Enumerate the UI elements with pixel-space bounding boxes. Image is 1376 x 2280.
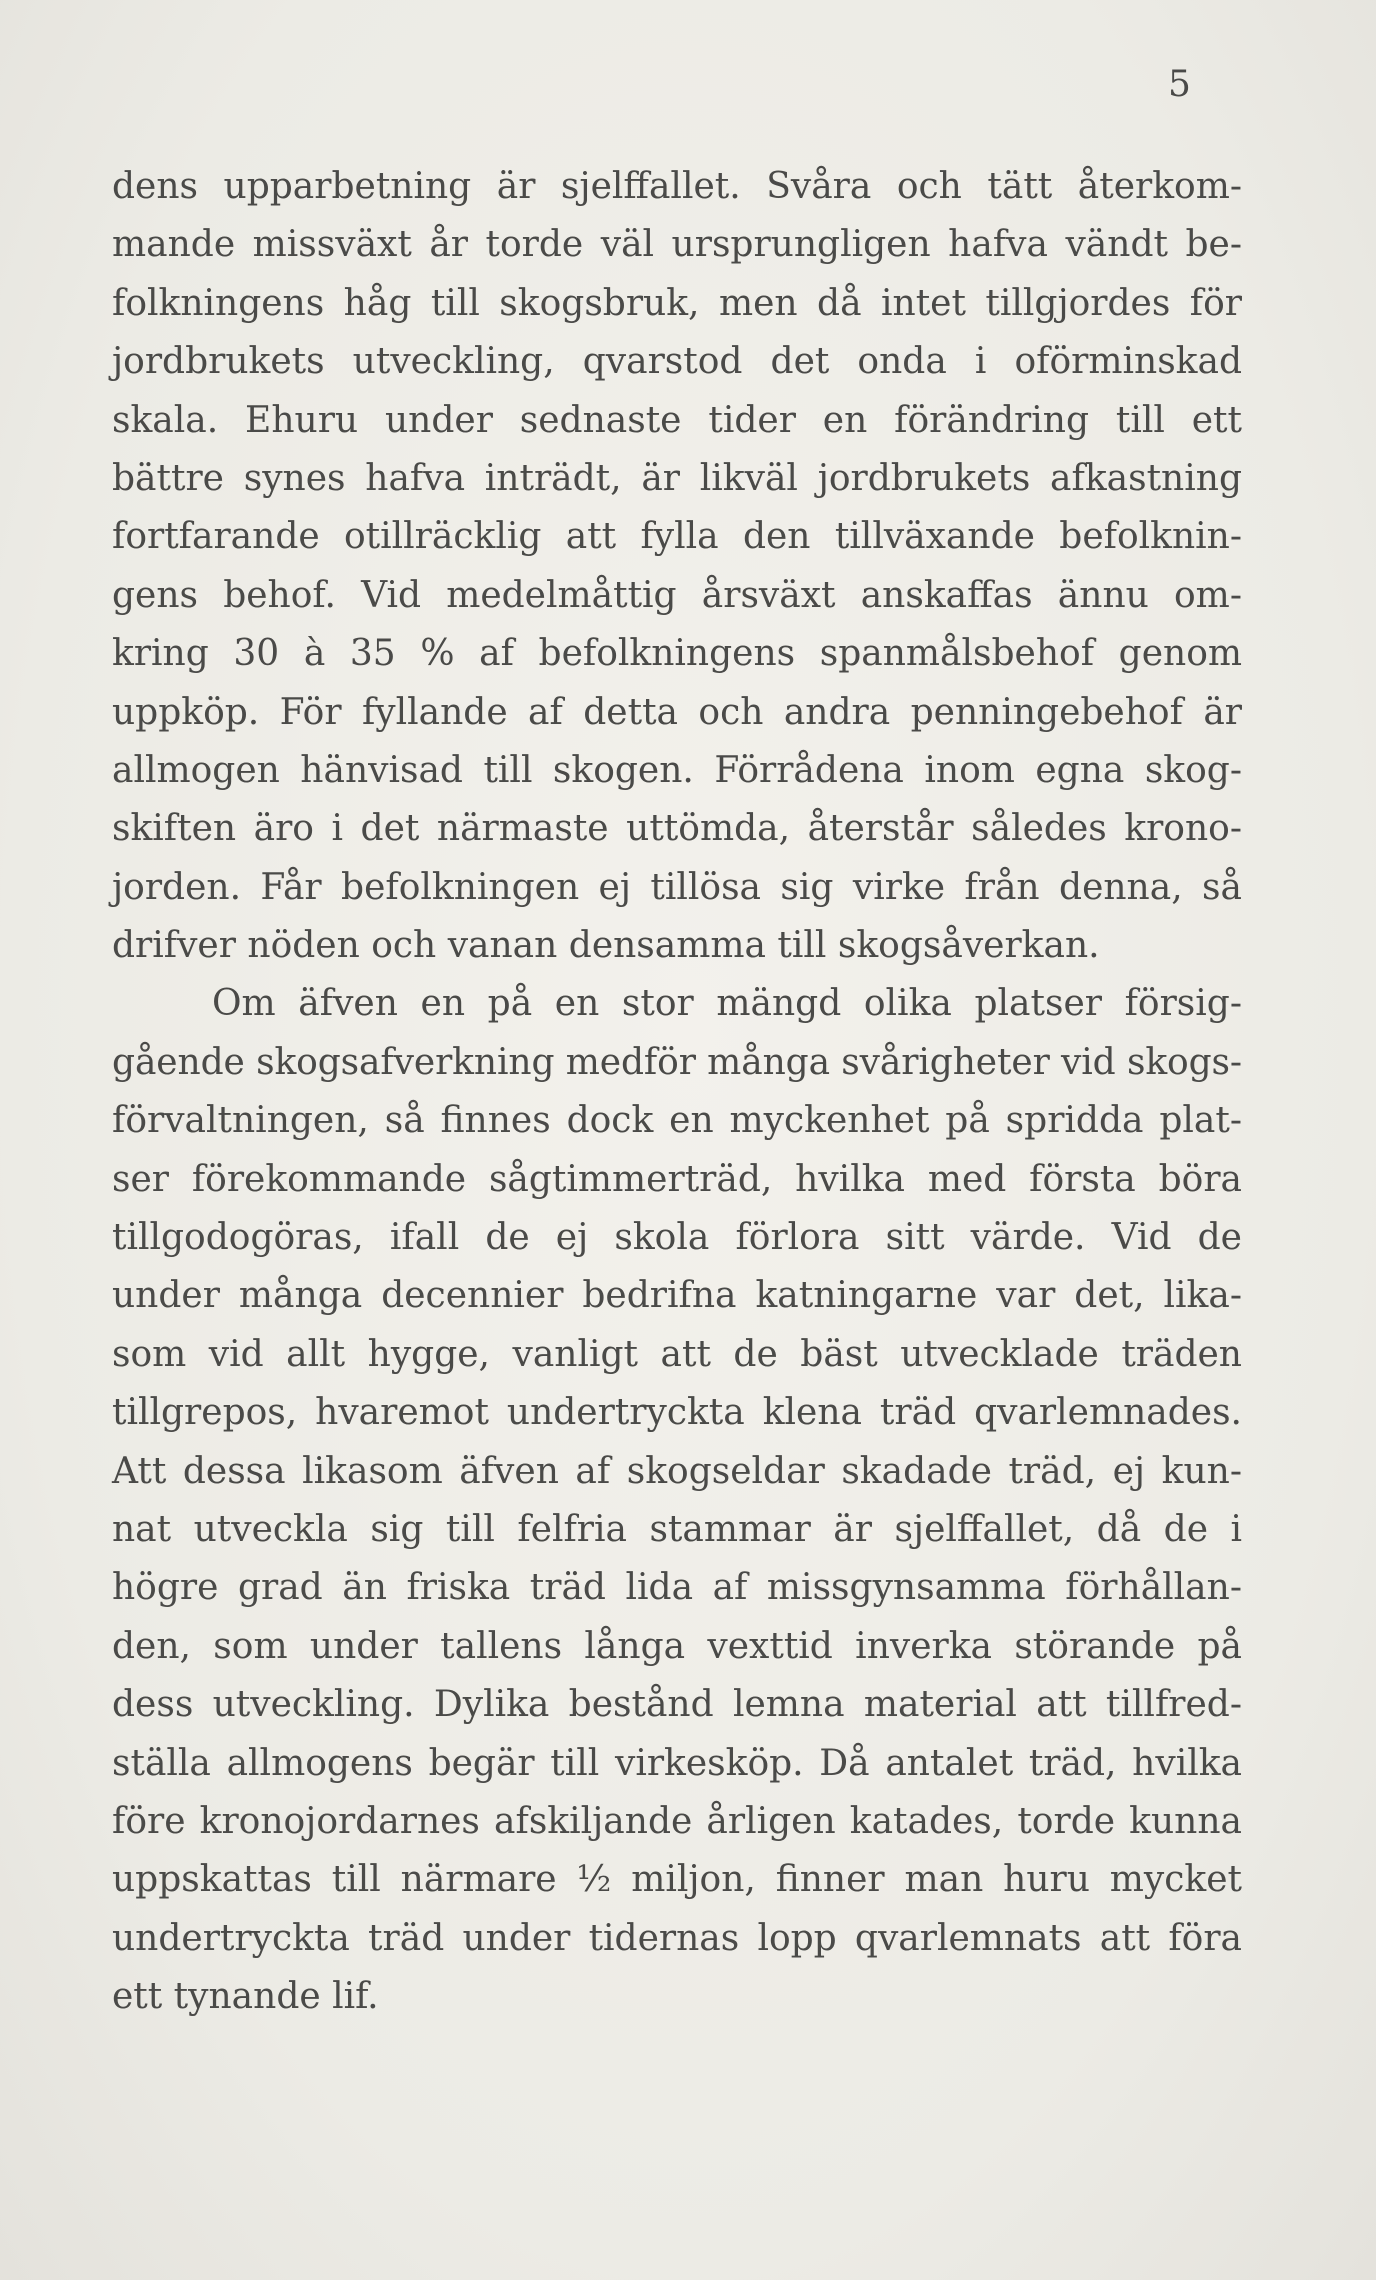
text-line: Att dessa likasom äfven af skogseldar skadade träd, ej kun-: [112, 1450, 1242, 1492]
text-line: jorden. Får befolkningen ej tillösa sig virke från denna, så: [112, 866, 1242, 908]
text-line: folkningens håg till skogsbruk, men då intet tillgjordes för: [112, 282, 1242, 324]
text-line: tillgrepos, hvaremot undertryckta klena träd qvarlemnades.: [112, 1392, 1242, 1434]
text-line: dens upparbetning är sjelffallet. Svåra och tätt återkom-: [112, 166, 1242, 207]
text-line: dess utveckling. Dylika bestånd lemna material att tillfred-: [112, 1684, 1242, 1726]
text-line: skala. Ehuru under sednaste tider en förändring till ett: [112, 399, 1242, 441]
text-line: kring 30 à 35 % af befolkningens spanmålsbehof genom: [112, 633, 1242, 675]
text-line: uppköp. För fyllande af detta och andra penningebehof är: [112, 691, 1242, 733]
text-line: Om äfven en på en stor mängd olika platser försig-: [212, 983, 1242, 1025]
text-line: ett tynande lif.: [112, 1976, 379, 2018]
text-line: som vid allt hygge, vanligt att de bäst utvecklade träden: [112, 1333, 1242, 1375]
text-line: förvaltningen, så finnes dock en myckenhet på spridda plat-: [112, 1100, 1242, 1142]
text-line: fortfarande otillräcklig att fylla den tillväxande befolknin-: [112, 516, 1242, 558]
text-line: gens behof. Vid medelmåttig årsväxt anskaffas ännu om-: [112, 574, 1242, 616]
text-line: ställa allmogens begär till virkesköp. Då antalet träd, hvilka: [112, 1742, 1242, 1784]
text-line: mande missväxt år torde väl ursprungligen hafva vändt be-: [112, 224, 1242, 266]
paragraph-1: [112, 158, 1242, 975]
text-line: undertryckta träd under tidernas lopp qvarlemnats att föra: [112, 1917, 1242, 1959]
body-text: [112, 158, 1242, 2027]
text-line: nat utveckla sig till felfria stammar är sjelffallet, då de i: [112, 1508, 1242, 1550]
text-line: jordbrukets utveckling, qvarstod det onda i oförminskad: [112, 341, 1242, 383]
text-line: ser förekommande sågtimmerträd, hvilka med första böra: [112, 1158, 1242, 1200]
text-line: gående skogsafverkning medför många svårigheter vid skogs-: [112, 1041, 1242, 1083]
text-line: uppskattas till närmare ½ miljon, finner man huru mycket: [112, 1859, 1242, 1901]
text-line: skiften äro i det närmaste uttömda, återstår således krono-: [112, 808, 1242, 850]
text-line: högre grad än friska träd lida af missgynsamma förhållan-: [112, 1567, 1242, 1609]
text-line: under många decennier bedrifna katningarne var det, lika-: [112, 1275, 1242, 1317]
text-line: allmogen hänvisad till skogen. Förrådena inom egna skog-: [112, 749, 1242, 791]
text-line: drifver nöden och vanan densamma till skogsåverkan.: [112, 925, 1100, 967]
page-number: 5: [1168, 64, 1191, 105]
text-line: den, som under tallens långa vexttid inverka störande på: [112, 1625, 1242, 1667]
text-line: tillgodogöras, ifall de ej skola förlora sitt värde. Vid de: [112, 1217, 1242, 1259]
text-line: bättre synes hafva inträdt, är likväl jordbrukets afkastning: [112, 457, 1242, 499]
text-line: före kronojordarnes afskiljande årligen katades, torde kunna: [112, 1800, 1242, 1842]
paragraph-2: [112, 975, 1242, 2026]
